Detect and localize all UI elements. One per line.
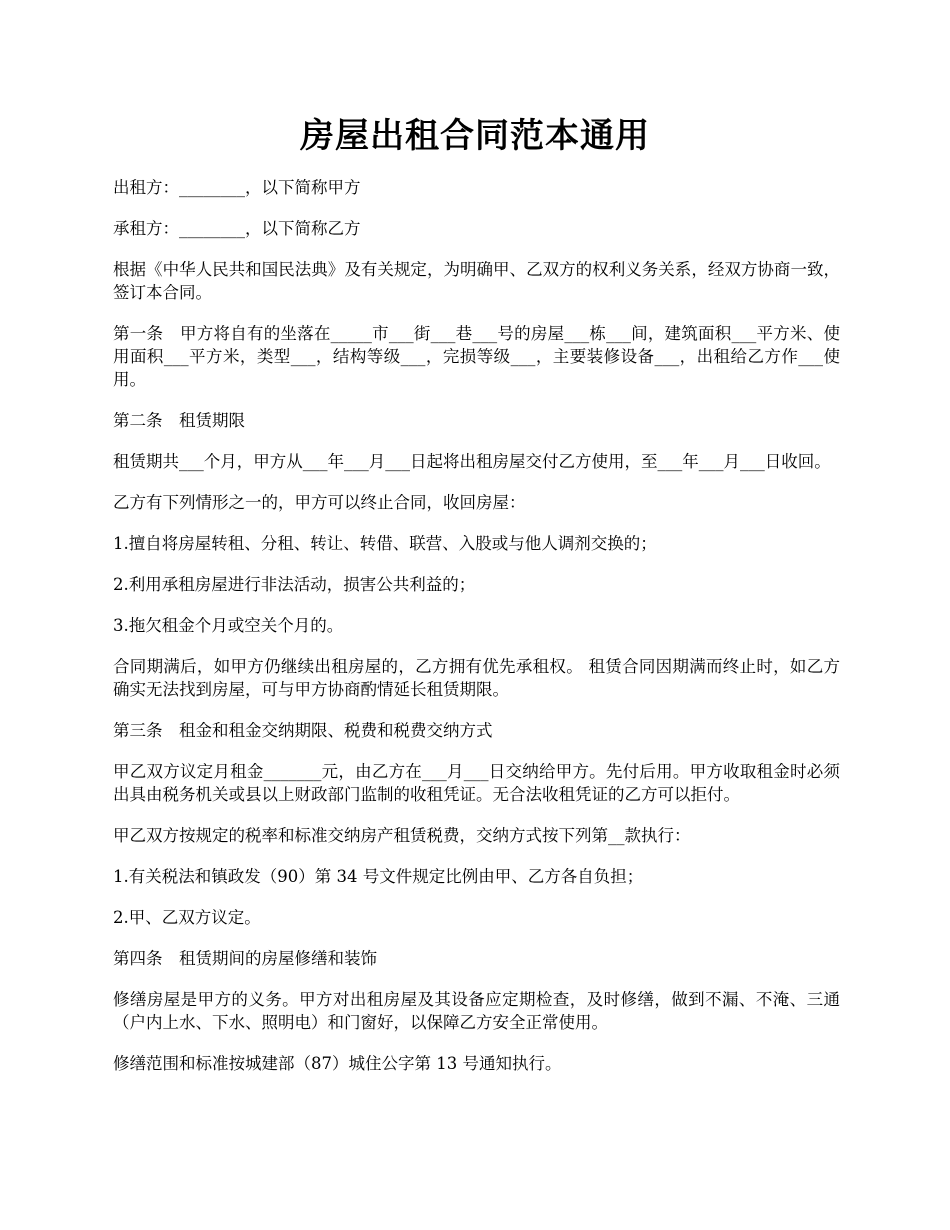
termination-item-2: 2.利用承租房屋进行非法活动，损害公共利益的； xyxy=(113,575,476,594)
party-lessee: 承租方：________，以下简称乙方 xyxy=(113,219,361,238)
repair-obligation: 修缮房屋是甲方的义务。甲方对出租房屋及其设备应定期检查，及时修缮，做到不漏、不淹、三通（户内上水、下水、照明电）和门窗好，以保障乙方安全正常使用。 xyxy=(113,990,840,1032)
preamble: 根据《中华人民共和国民法典》及有关规定，为明确甲、乙双方的权利义务关系，经双方协商一致，签订本合同。 xyxy=(113,260,840,302)
article-2-heading: 第二条 租赁期限 xyxy=(113,411,245,430)
tax-item-2: 2.甲、乙双方议定。 xyxy=(113,908,261,927)
article-3-heading: 第三条 租金和租金交纳期限、税费和税费交纳方式 xyxy=(113,721,493,740)
tax-payment: 甲乙双方按规定的税率和标准交纳房产租赁税费，交纳方式按下列第__款执行： xyxy=(113,826,691,845)
tax-item-1: 1.有关税法和镇政发（90）第 34 号文件规定比例由甲、乙方各自负担； xyxy=(113,867,644,886)
termination-conditions: 乙方有下列情形之一的，甲方可以终止合同，收回房屋： xyxy=(113,493,526,512)
article-1: 第一条 甲方将自有的坐落在_____市___街___巷___号的房屋___栋___间，建筑面积___平方米、使用面积___平方米，类型___，结构等级___，完损等级___，主要装修设备___，出租给乙方作___使用。 xyxy=(113,324,840,389)
rent-payment: 甲乙双方议定月租金_______元，由乙方在___月___日交纳给甲方。先付后用。甲方收取租金时必须出具由税务机关或县以上财政部门监制的收租凭证。无合法收租凭证的乙方可以拒付。 xyxy=(113,762,840,804)
renewal-clause: 合同期满后，如甲方仍继续出租房屋的，乙方拥有优先承租权。 租赁合同因期满而终止时，如乙方确实无法找到房屋，可与甲方协商酌情延长租赁期限。 xyxy=(113,657,840,699)
party-lessor: 出租方：________，以下简称甲方 xyxy=(113,178,361,197)
lease-term: 租赁期共___个月，甲方从___年___月___日起将出租房屋交付乙方使用，至___年___月___日收回。 xyxy=(113,452,831,471)
article-4-heading: 第四条 租赁期间的房屋修缮和装饰 xyxy=(113,949,377,968)
repair-standard: 修缮范围和标准按城建部（87）城住公字第 13 号通知执行。 xyxy=(113,1054,562,1073)
termination-item-1: 1.擅自将房屋转租、分租、转让、转借、联营、入股或与他人调剂交换的； xyxy=(113,534,657,553)
document-body xyxy=(113,176,840,1093)
termination-item-3: 3.拖欠租金个月或空关个月的。 xyxy=(113,616,344,635)
document-title: 房屋出租合同范本通用 xyxy=(300,116,650,156)
